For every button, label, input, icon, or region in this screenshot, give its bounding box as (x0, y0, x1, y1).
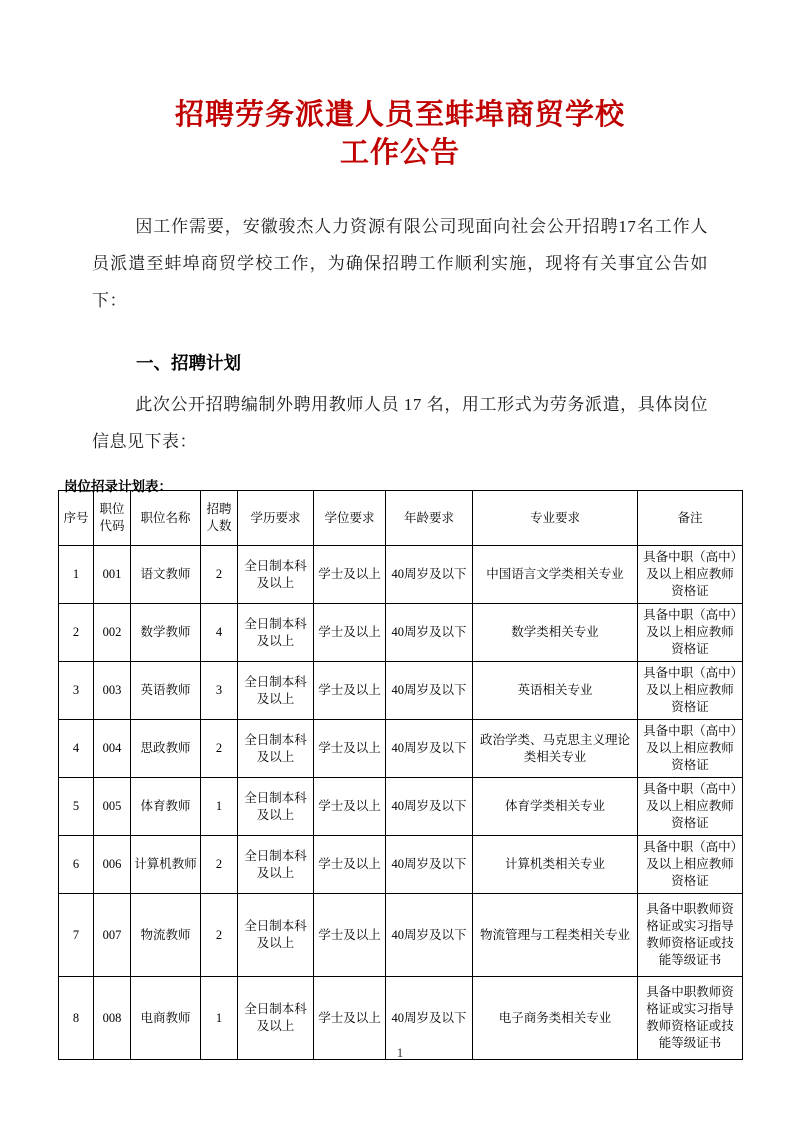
table-cell: 学士及以上 (314, 977, 386, 1060)
table-cell: 2 (201, 546, 238, 604)
table-cell: 电子商务类相关专业 (473, 977, 638, 1060)
table-cell: 学士及以上 (314, 836, 386, 894)
table-cell: 40周岁及以下 (386, 604, 473, 662)
table-row (59, 720, 743, 778)
table-body (59, 546, 743, 1060)
column-header: 职位名称 (131, 491, 201, 546)
table-cell: 40周岁及以下 (386, 977, 473, 1060)
table-cell: 物流教师 (131, 894, 201, 977)
table-cell: 中国语言文学类相关专业 (473, 546, 638, 604)
page-number: 1 (396, 1045, 404, 1060)
column-header: 序号 (59, 491, 94, 546)
table-header-row (59, 491, 743, 546)
section-heading-recruitment-plan: 一、招聘计划 (136, 353, 241, 373)
table-cell: 7 (59, 894, 94, 977)
document-title (90, 96, 710, 172)
table-row (59, 836, 743, 894)
table-row (59, 546, 743, 604)
table-cell: 具备中职（高中）及以上相应教师资格证 (638, 662, 743, 720)
column-header: 备注 (638, 491, 743, 546)
table-cell: 电商教师 (131, 977, 201, 1060)
table-cell: 具备中职教师资格证或实习指导教师资格证或技能等级证书 (638, 894, 743, 977)
table-cell: 全日制本科及以上 (238, 662, 314, 720)
table-cell: 2 (59, 604, 94, 662)
table-row (59, 662, 743, 720)
table-cell: 具备中职（高中）及以上相应教师资格证 (638, 778, 743, 836)
table-cell: 3 (59, 662, 94, 720)
table-cell: 具备中职教师资格证或实习指导教师资格证或技能等级证书 (638, 977, 743, 1060)
table-cell: 全日制本科及以上 (238, 778, 314, 836)
table-cell: 008 (94, 977, 131, 1060)
table-cell: 体育学类相关专业 (473, 778, 638, 836)
table-cell: 数学类相关专业 (473, 604, 638, 662)
table-cell: 全日制本科及以上 (238, 546, 314, 604)
table-cell: 5 (59, 778, 94, 836)
table-cell: 005 (94, 778, 131, 836)
table-cell: 具备中职（高中）及以上相应教师资格证 (638, 720, 743, 778)
table-cell: 40周岁及以下 (386, 778, 473, 836)
table-cell: 全日制本科及以上 (238, 720, 314, 778)
document-title-line2: 工作公告 (339, 137, 460, 169)
table-cell: 学士及以上 (314, 662, 386, 720)
table-cell: 具备中职（高中）及以上相应教师资格证 (638, 836, 743, 894)
column-header: 学位要求 (314, 491, 386, 546)
table-cell: 全日制本科及以上 (238, 836, 314, 894)
table-cell: 体育教师 (131, 778, 201, 836)
column-header: 专业要求 (473, 491, 638, 546)
table-cell: 40周岁及以下 (386, 662, 473, 720)
table-cell: 学士及以上 (314, 720, 386, 778)
table-cell: 1 (59, 546, 94, 604)
table-cell: 具备中职（高中）及以上相应教师资格证 (638, 604, 743, 662)
table-cell: 1 (201, 977, 238, 1060)
table-header (59, 491, 743, 546)
table-cell: 4 (59, 720, 94, 778)
table-cell: 学士及以上 (314, 894, 386, 977)
table-cell: 英语相关专业 (473, 662, 638, 720)
table-cell: 全日制本科及以上 (238, 977, 314, 1060)
table-cell: 002 (94, 604, 131, 662)
table-cell: 政治学类、马克思主义理论类相关专业 (473, 720, 638, 778)
table-cell: 6 (59, 836, 94, 894)
table-row (59, 604, 743, 662)
table-cell: 全日制本科及以上 (238, 894, 314, 977)
table-cell: 学士及以上 (314, 546, 386, 604)
table-cell: 物流管理与工程类相关专业 (473, 894, 638, 977)
table-cell: 思政教师 (131, 720, 201, 778)
column-header: 年龄要求 (386, 491, 473, 546)
table-cell: 计算机教师 (131, 836, 201, 894)
table-row (59, 894, 743, 977)
table-cell: 40周岁及以下 (386, 836, 473, 894)
table-cell: 学士及以上 (314, 604, 386, 662)
table-cell: 3 (201, 662, 238, 720)
table-cell: 具备中职（高中）及以上相应教师资格证 (638, 546, 743, 604)
column-header: 职位代码 (94, 491, 131, 546)
table-cell: 006 (94, 836, 131, 894)
table-cell: 学士及以上 (314, 778, 386, 836)
table-cell: 2 (201, 720, 238, 778)
table-cell: 2 (201, 836, 238, 894)
intro-paragraph: 因工作需要，安徽骏杰人力资源有限公司现面向社会公开招聘17名工作人员派遣至蚌埠商贸学校工作，为确保招聘工作顺利实施，现将有关事宜公告如下： (92, 217, 708, 310)
table-caption: 岗位招录计划表： (64, 479, 172, 494)
table-cell: 003 (94, 662, 131, 720)
table-cell: 数学教师 (131, 604, 201, 662)
table-cell: 1 (201, 778, 238, 836)
table-cell: 全日制本科及以上 (238, 604, 314, 662)
document-title-line1: 招聘劳务派遣人员至蚌埠商贸学校 (174, 99, 625, 131)
table-cell: 语文教师 (131, 546, 201, 604)
table-cell: 8 (59, 977, 94, 1060)
section-body-paragraph: 此次公开招聘编制外聘用教师人员 17 名，用工形式为劳务派遣，具体岗位信息见下表： (92, 395, 708, 451)
table-cell: 计算机类相关专业 (473, 836, 638, 894)
table-cell: 001 (94, 546, 131, 604)
table-cell: 007 (94, 894, 131, 977)
table-row (59, 778, 743, 836)
table-cell: 40周岁及以下 (386, 720, 473, 778)
table-cell: 英语教师 (131, 662, 201, 720)
table-cell: 4 (201, 604, 238, 662)
job-plan-table (58, 490, 743, 1060)
column-header: 招聘人数 (201, 491, 238, 546)
table-cell: 40周岁及以下 (386, 894, 473, 977)
table-cell: 2 (201, 894, 238, 977)
table-cell: 004 (94, 720, 131, 778)
column-header: 学历要求 (238, 491, 314, 546)
table-cell: 40周岁及以下 (386, 546, 473, 604)
